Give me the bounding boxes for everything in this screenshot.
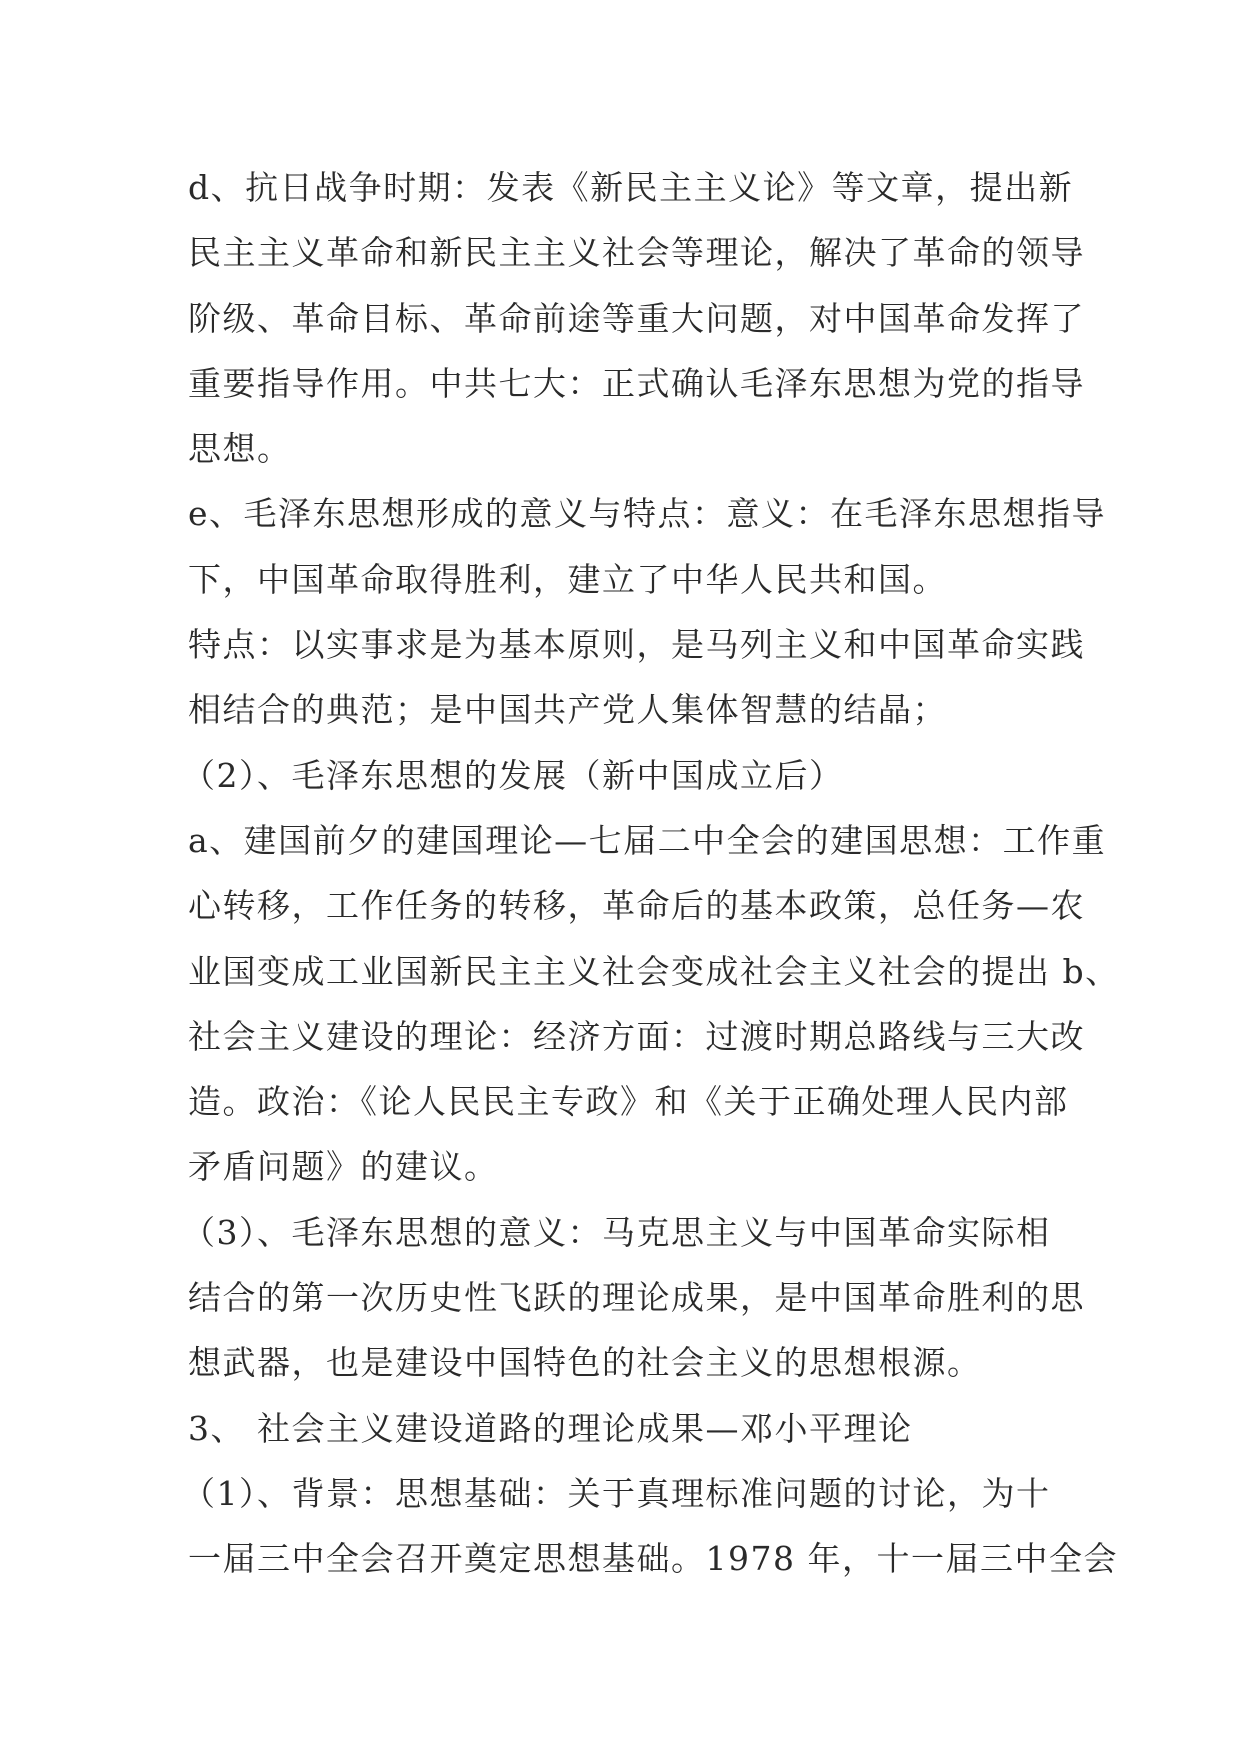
text-line: 社会主义建设的理论：经济方面：过渡时期总路线与三大改 xyxy=(188,1016,1085,1056)
text-line: 想武器，也是建设中国特色的社会主义的思想根源。 xyxy=(188,1343,982,1383)
text-line: 结合的第一次历史性飞跃的理论成果，是中国革命胜利的思 xyxy=(188,1278,1085,1318)
section-heading: （1）、背景：思想基础：关于真理标准问题的讨论，为十 xyxy=(182,1473,1051,1513)
text-line: 思想。 xyxy=(188,429,292,469)
text-line: e、毛泽东思想形成的意义与特点：意义：在毛泽东思想指导 xyxy=(188,494,1107,534)
section-heading: （2）、毛泽东思想的发展（新中国成立后） xyxy=(182,755,844,795)
text-line: a、建国前夕的建国理论—七届二中全会的建国思想：工作重 xyxy=(188,820,1107,860)
text-line: 民主主义革命和新民主主义社会等理论，解决了革命的领导 xyxy=(188,233,1085,273)
text-line: 业国变成工业国新民主主义社会变成社会主义社会的提出 b、 xyxy=(188,951,1120,991)
text-line: d、抗日战争时期：发表《新民主主义论》等文章，提出新 xyxy=(188,168,1074,207)
text-line: 造。政治：《论人民民主专政》和《关于正确处理人民内部 xyxy=(188,1082,1069,1122)
section-heading: 3、 社会主义建设道路的理论成果—邓小平理论 xyxy=(188,1408,913,1448)
text-line: 一届三中全会召开奠定思想基础。1978 年，十一届三中全会 xyxy=(188,1539,1118,1579)
section-heading: （3）、毛泽东思想的意义：马克思主义与中国革命实际相 xyxy=(182,1212,1051,1252)
body-text xyxy=(182,155,1120,1592)
text-line: 特点：以实事求是为基本原则，是马列主义和中国革命实践 xyxy=(188,625,1085,665)
text-line: 下，中国革命取得胜利，建立了中华人民共和国。 xyxy=(188,559,947,599)
text-line: 阶级、革命目标、革命前途等重大问题，对中国革命发挥了 xyxy=(188,298,1085,338)
text-line: 矛盾问题》的建议。 xyxy=(188,1147,499,1187)
text-line: 心转移，工作任务的转移，革命后的基本政策，总任务—农 xyxy=(188,886,1085,926)
text-line: 相结合的典范；是中国共产党人集体智慧的结晶； xyxy=(188,690,947,730)
text-line: 重要指导作用。中共七大：正式确认毛泽东思想为党的指导 xyxy=(188,363,1085,403)
